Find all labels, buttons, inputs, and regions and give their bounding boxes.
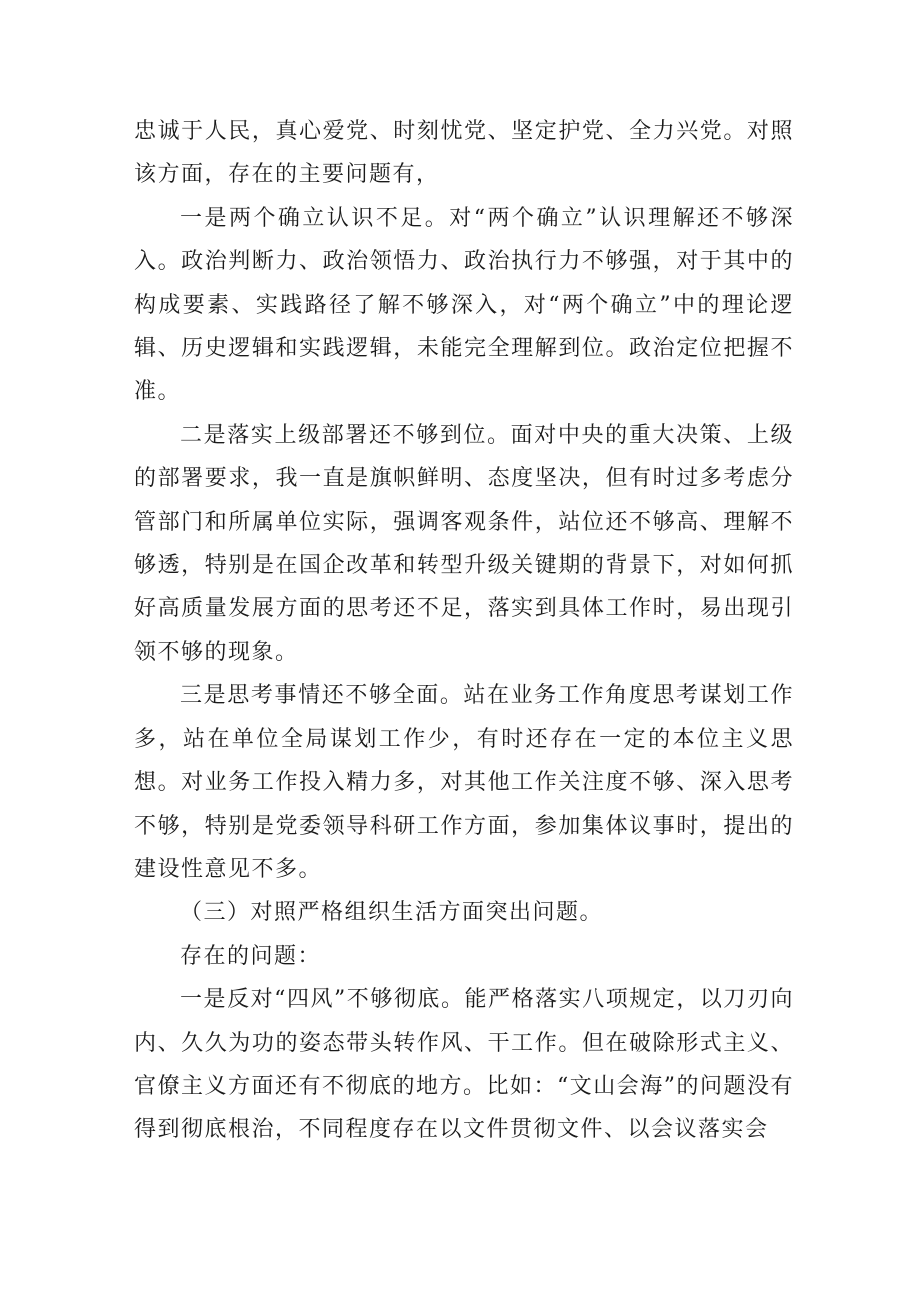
- paragraph-problems-label: 存在的问题：: [180, 943, 322, 969]
- document-body: [134, 110, 794, 1152]
- paragraph-four-winds: 一是反对“四风”不够彻底。能严格落实八项规定，以刀刃向内、久久为功的姿态带头转作风、干工作。但在破除形式主义、官僚主义方面还有不彻底的地方。比如：“文山会海”的问题没有得到彻底根治，不同程度存在以文件贯彻文件、以会议落实会: [134, 987, 794, 1143]
- paragraph-intro: 忠诚于人民，真心爱党、时刻忧党、坚定护党、全力兴党。对照该方面，存在的主要问题有，: [134, 119, 794, 188]
- section-heading: （三）对照严格组织生活方面突出问题。: [180, 900, 604, 926]
- paragraph-item-three: 三是思考事情还不够全面。站在业务工作角度思考谋划工作多，站在单位全局谋划工作少，有时还存在一定的本位主义思想。对业务工作投入精力多，对其他工作关注度不够、深入思考不够，特别是党委领导科研工作方面，参加集体议事时，提出的建设性意见不多。: [134, 683, 794, 882]
- paragraph-item-one: 一是两个确立认识不足。对“两个确立”认识理解还不够深入。政治判断力、政治领悟力、政治执行力不够强，对于其中的构成要素、实践路径了解不够深入，对“两个确立”中的理论逻辑、历史逻辑和实践逻辑，未能完全理解到位。政治定位把握不准。: [134, 205, 794, 405]
- paragraph-item-two: 二是落实上级部署还不够到位。面对中央的重大决策、上级的部署要求，我一直是旗帜鲜明、态度坚决，但有时过多考虑分管部门和所属单位实际，强调客观条件，站位还不够高、理解不够透，特别是在国企改革和转型升级关键期的背景下，对如何抓好高质量发展方面的思考还不足，落实到具体工作时，易出现引领不够的现象。: [134, 422, 794, 665]
